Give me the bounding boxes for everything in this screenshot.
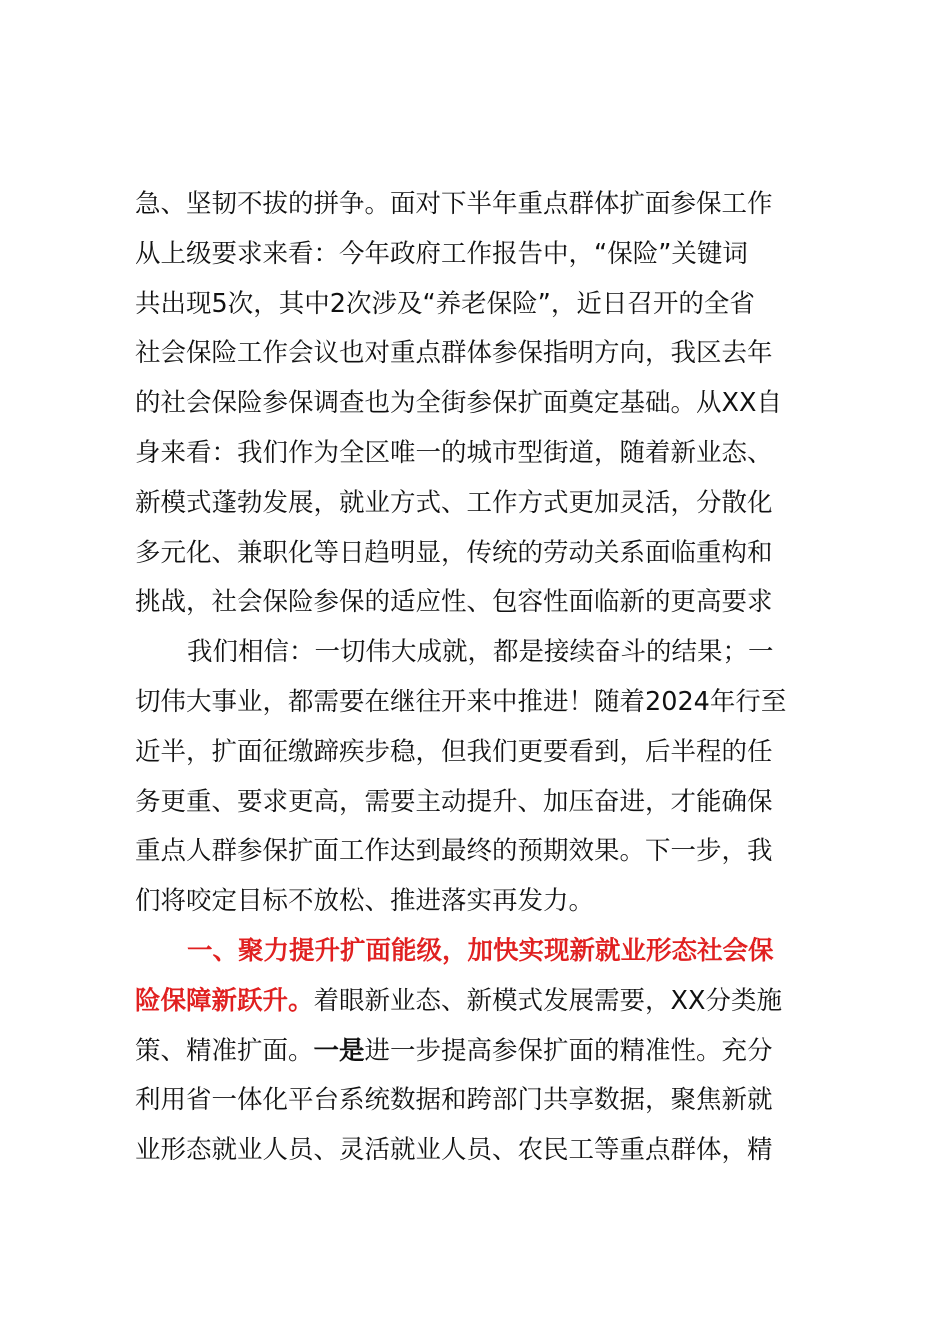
text-line xyxy=(135,977,851,1027)
document-body xyxy=(135,180,851,1176)
text-line: 多元化、兼职化等日趋明显，传统的劳动关系面临重构和 xyxy=(135,537,773,568)
text-line: 近半，扩面征缴蹄疾步稳，但我们更要看到，后半程的任 xyxy=(135,736,773,767)
paragraph-2 xyxy=(135,628,851,927)
body-text: 策、精准扩面。 xyxy=(135,1035,314,1066)
text-line xyxy=(135,1027,851,1077)
text-line: 身来看：我们作为全区唯一的城市型街道，随着新业态、 xyxy=(135,437,773,468)
text-line: 重点人群参保扩面工作达到最终的预期效果。下一步，我 xyxy=(135,836,773,867)
body-text: 进一步提高参保扩面的精准性。充分 xyxy=(364,1035,773,1066)
text-line: 我们相信：一切伟大成就，都是接续奋斗的结果；一 xyxy=(187,637,774,668)
body-text: 着眼新业态、新模式发展需要，XX分类施 xyxy=(313,985,782,1016)
text-line: 社会保险工作会议也对重点群体参保指明方向，我区去年 xyxy=(135,338,773,369)
text-line: 急、坚韧不拔的拼争。面对下半年重点群体扩面参保工作 xyxy=(135,189,773,219)
text-line: 业形态就业人员、灵活就业人员、农民工等重点群体，精 xyxy=(135,1135,773,1166)
text-line: 新模式蓬勃发展，就业方式、工作方式更加灵活，分散化 xyxy=(135,487,773,518)
text-line: 挑战，社会保险参保的适应性、包容性面临新的更高要求 xyxy=(135,587,773,618)
section-heading-cont: 险保障新跃升。 xyxy=(135,985,314,1016)
text-line: 从上级要求来看：今年政府工作报告中，“保险”关键词 xyxy=(135,238,748,269)
text-line: 务更重、要求更高，需要主动提升、加压奋进，才能确保 xyxy=(135,786,773,817)
paragraph-3 xyxy=(135,927,851,1176)
text-line xyxy=(135,927,851,977)
text-line: 切伟大事业，都需要在继往开来中推进！随着2024年行至 xyxy=(135,686,787,717)
emphasis-text: 一是 xyxy=(313,1035,365,1066)
text-line: 利用省一体化平台系统数据和跨部门共享数据，聚焦新就 xyxy=(135,1085,773,1116)
text-line: 共出现5次，其中2次涉及“养老保险”，近日召开的全省 xyxy=(135,288,755,319)
section-heading: 一、聚力提升扩面能级，加快实现新就业形态社会保 xyxy=(187,935,774,966)
text-line: 们将咬定目标不放松、推进落实再发力。 xyxy=(135,886,595,917)
paragraph-1 xyxy=(135,180,851,628)
text-line: 的社会保险参保调查也为全街参保扩面奠定基础。从XX自 xyxy=(135,388,782,419)
